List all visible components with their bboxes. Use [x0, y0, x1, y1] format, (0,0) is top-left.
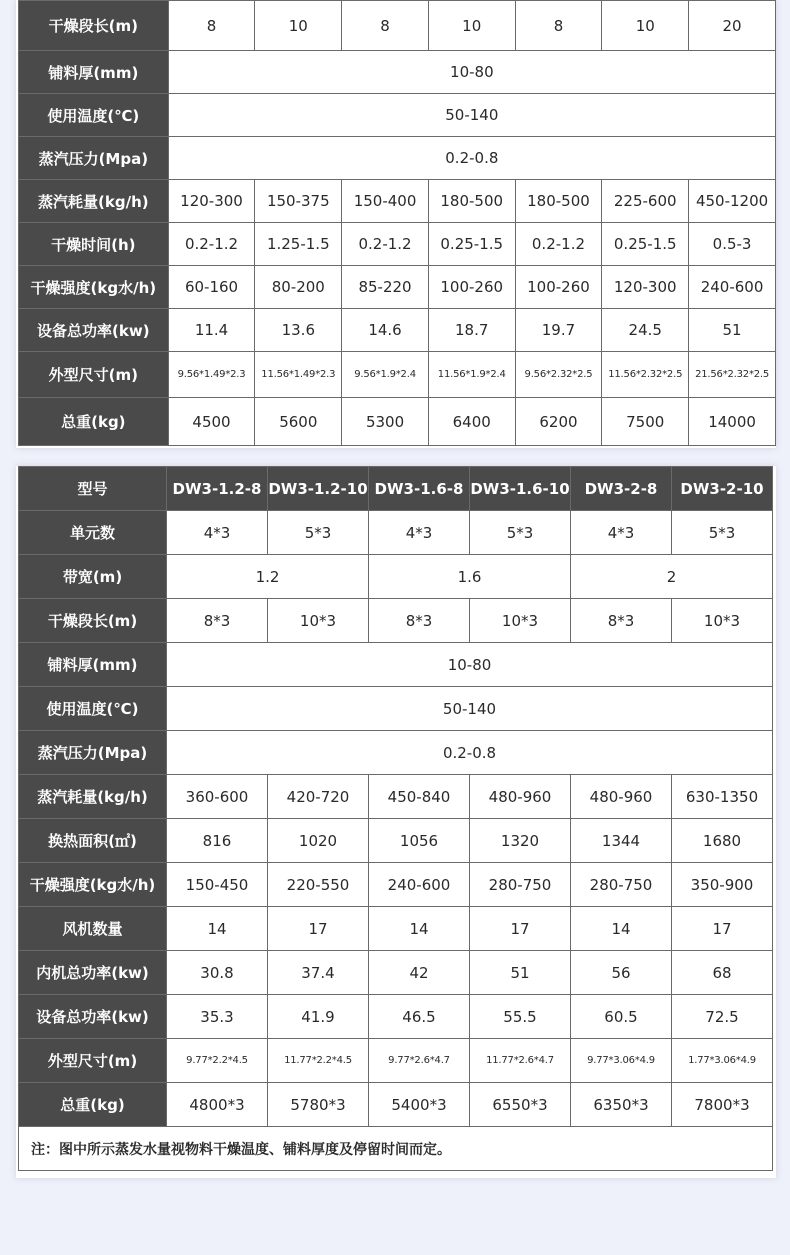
value-cell: 1.2 [167, 555, 369, 599]
spec-row [19, 599, 773, 643]
value-cell: 17 [672, 907, 773, 951]
value-cell: 11.77*2.6*4.7 [470, 1039, 571, 1083]
value-cell: 50-140 [168, 94, 775, 137]
value-cell: 1.6 [369, 555, 571, 599]
row-label: 带宽(m) [19, 555, 167, 599]
value-cell: 420-720 [268, 775, 369, 819]
row-label: 换热面积(㎡) [19, 819, 167, 863]
row-label: 风机数量 [19, 907, 167, 951]
value-cell: 8 [515, 1, 602, 51]
value-cell: 9.56*1.9*2.4 [342, 352, 429, 398]
value-cell: 80-200 [255, 266, 342, 309]
value-cell: 0.25-1.5 [428, 223, 515, 266]
value-cell: 30.8 [167, 951, 268, 995]
spec-row [19, 731, 773, 775]
spec-row [19, 775, 773, 819]
value-cell: 37.4 [268, 951, 369, 995]
value-cell: 180-500 [515, 180, 602, 223]
model-header-row [19, 467, 773, 511]
value-cell: 46.5 [369, 995, 470, 1039]
value-cell: 6400 [428, 398, 515, 446]
value-cell: 72.5 [672, 995, 773, 1039]
value-cell: 6350*3 [571, 1083, 672, 1127]
spec-row [19, 643, 773, 687]
value-cell: 51 [689, 309, 776, 352]
value-cell: 17 [470, 907, 571, 951]
row-label: 单元数 [19, 511, 167, 555]
value-cell: 0.25-1.5 [602, 223, 689, 266]
spec-table-1 [18, 0, 776, 446]
spec-row [19, 352, 776, 398]
value-cell: 2 [571, 555, 773, 599]
spec-row [19, 94, 776, 137]
spec-row [19, 863, 773, 907]
spec-table-2 [18, 466, 773, 1171]
spec-row [19, 511, 773, 555]
value-cell: 14000 [689, 398, 776, 446]
spec-row [19, 819, 773, 863]
value-cell: 180-500 [428, 180, 515, 223]
value-cell: 1320 [470, 819, 571, 863]
model-name: DW3-1.2-8 [167, 467, 268, 511]
value-cell: 18.7 [428, 309, 515, 352]
value-cell: 0.5-3 [689, 223, 776, 266]
value-cell: 4*3 [571, 511, 672, 555]
value-cell: 480-960 [571, 775, 672, 819]
spec-row [19, 1, 776, 51]
row-label: 干燥强度(kg水/h) [19, 266, 169, 309]
value-cell: 5300 [342, 398, 429, 446]
value-cell: 0.2-0.8 [167, 731, 773, 775]
value-cell: 56 [571, 951, 672, 995]
value-cell: 816 [167, 819, 268, 863]
model-name: DW3-2-10 [672, 467, 773, 511]
value-cell: 10-80 [167, 643, 773, 687]
row-label: 内机总功率(kw) [19, 951, 167, 995]
value-cell: 4*3 [369, 511, 470, 555]
value-cell: 21.56*2.32*2.5 [689, 352, 776, 398]
value-cell: 20 [689, 1, 776, 51]
value-cell: 35.3 [167, 995, 268, 1039]
value-cell: 5780*3 [268, 1083, 369, 1127]
value-cell: 450-1200 [689, 180, 776, 223]
value-cell: 14 [167, 907, 268, 951]
value-cell: 0.2-1.2 [515, 223, 602, 266]
spec-row [19, 223, 776, 266]
spec-row [19, 398, 776, 446]
spec-table-card-2 [16, 466, 776, 1178]
row-label: 铺料厚(mm) [19, 643, 167, 687]
row-label: 蒸汽耗量(kg/h) [19, 180, 169, 223]
value-cell: 7800*3 [672, 1083, 773, 1127]
value-cell: 1.25-1.5 [255, 223, 342, 266]
value-cell: 68 [672, 951, 773, 995]
spec-row [19, 309, 776, 352]
value-cell: 1056 [369, 819, 470, 863]
footnote: 注：图中所示蒸发水量视物料干燥温度、铺料厚度及停留时间而定。 [19, 1127, 773, 1171]
value-cell: 150-400 [342, 180, 429, 223]
value-cell: 1344 [571, 819, 672, 863]
spec-table-card-1 [16, 0, 776, 448]
value-cell: 225-600 [602, 180, 689, 223]
value-cell: 280-750 [470, 863, 571, 907]
value-cell: 11.56*1.9*2.4 [428, 352, 515, 398]
value-cell: 14 [369, 907, 470, 951]
value-cell: 6200 [515, 398, 602, 446]
value-cell: 100-260 [428, 266, 515, 309]
value-cell: 100-260 [515, 266, 602, 309]
value-cell: 5400*3 [369, 1083, 470, 1127]
value-cell: 9.77*2.2*4.5 [167, 1039, 268, 1083]
value-cell: 11.4 [168, 309, 255, 352]
value-cell: 9.77*3.06*4.9 [571, 1039, 672, 1083]
value-cell: 10 [428, 1, 515, 51]
row-label: 干燥时间(h) [19, 223, 169, 266]
value-cell: 10*3 [268, 599, 369, 643]
value-cell: 85-220 [342, 266, 429, 309]
value-cell: 8*3 [369, 599, 470, 643]
value-cell: 6550*3 [470, 1083, 571, 1127]
value-cell: 9.77*2.6*4.7 [369, 1039, 470, 1083]
value-cell: 1.77*3.06*4.9 [672, 1039, 773, 1083]
row-label: 干燥强度(kg水/h) [19, 863, 167, 907]
value-cell: 5*3 [672, 511, 773, 555]
value-cell: 17 [268, 907, 369, 951]
row-label: 蒸汽压力(Mpa) [19, 731, 167, 775]
value-cell: 10*3 [470, 599, 571, 643]
spec-row [19, 51, 776, 94]
value-cell: 50-140 [167, 687, 773, 731]
value-cell: 1020 [268, 819, 369, 863]
value-cell: 11.56*2.32*2.5 [602, 352, 689, 398]
spec-row [19, 266, 776, 309]
value-cell: 14.6 [342, 309, 429, 352]
row-label: 蒸汽压力(Mpa) [19, 137, 169, 180]
model-name: DW3-1.6-8 [369, 467, 470, 511]
value-cell: 5600 [255, 398, 342, 446]
spec-row [19, 137, 776, 180]
value-cell: 7500 [602, 398, 689, 446]
spec-row [19, 687, 773, 731]
value-cell: 41.9 [268, 995, 369, 1039]
value-cell: 11.77*2.2*4.5 [268, 1039, 369, 1083]
value-cell: 8 [342, 1, 429, 51]
value-cell: 480-960 [470, 775, 571, 819]
value-cell: 55.5 [470, 995, 571, 1039]
row-label: 使用温度(℃) [19, 687, 167, 731]
value-cell: 4*3 [167, 511, 268, 555]
value-cell: 60.5 [571, 995, 672, 1039]
model-header-label: 型号 [19, 467, 167, 511]
value-cell: 14 [571, 907, 672, 951]
value-cell: 10 [255, 1, 342, 51]
row-label: 总重(kg) [19, 1083, 167, 1127]
value-cell: 11.56*1.49*2.3 [255, 352, 342, 398]
spec-row [19, 995, 773, 1039]
value-cell: 120-300 [168, 180, 255, 223]
note-row [19, 1127, 773, 1171]
spec-row [19, 1083, 773, 1127]
model-name: DW3-2-8 [571, 467, 672, 511]
value-cell: 150-375 [255, 180, 342, 223]
value-cell: 9.56*1.49*2.3 [168, 352, 255, 398]
value-cell: 13.6 [255, 309, 342, 352]
value-cell: 42 [369, 951, 470, 995]
value-cell: 450-840 [369, 775, 470, 819]
value-cell: 240-600 [369, 863, 470, 907]
row-label: 使用温度(℃) [19, 94, 169, 137]
value-cell: 5*3 [470, 511, 571, 555]
spec-row [19, 907, 773, 951]
value-cell: 24.5 [602, 309, 689, 352]
row-label: 外型尺寸(m) [19, 1039, 167, 1083]
row-label: 设备总功率(kw) [19, 995, 167, 1039]
row-label: 干燥段长(m) [19, 1, 169, 51]
value-cell: 10-80 [168, 51, 775, 94]
spec-row [19, 180, 776, 223]
value-cell: 0.2-1.2 [168, 223, 255, 266]
model-name: DW3-1.2-10 [268, 467, 369, 511]
value-cell: 10*3 [672, 599, 773, 643]
value-cell: 630-1350 [672, 775, 773, 819]
row-label: 铺料厚(mm) [19, 51, 169, 94]
row-label: 总重(kg) [19, 398, 169, 446]
value-cell: 8 [168, 1, 255, 51]
value-cell: 60-160 [168, 266, 255, 309]
row-label: 设备总功率(kw) [19, 309, 169, 352]
value-cell: 150-450 [167, 863, 268, 907]
value-cell: 5*3 [268, 511, 369, 555]
spec-row [19, 555, 773, 599]
value-cell: 280-750 [571, 863, 672, 907]
value-cell: 0.2-1.2 [342, 223, 429, 266]
spec-row [19, 1039, 773, 1083]
value-cell: 19.7 [515, 309, 602, 352]
value-cell: 9.56*2.32*2.5 [515, 352, 602, 398]
value-cell: 350-900 [672, 863, 773, 907]
value-cell: 4800*3 [167, 1083, 268, 1127]
value-cell: 120-300 [602, 266, 689, 309]
value-cell: 51 [470, 951, 571, 995]
value-cell: 240-600 [689, 266, 776, 309]
value-cell: 220-550 [268, 863, 369, 907]
row-label: 蒸汽耗量(kg/h) [19, 775, 167, 819]
value-cell: 1680 [672, 819, 773, 863]
model-name: DW3-1.6-10 [470, 467, 571, 511]
value-cell: 0.2-0.8 [168, 137, 775, 180]
row-label: 外型尺寸(m) [19, 352, 169, 398]
spec-row [19, 951, 773, 995]
value-cell: 8*3 [167, 599, 268, 643]
row-label: 干燥段长(m) [19, 599, 167, 643]
value-cell: 10 [602, 1, 689, 51]
value-cell: 360-600 [167, 775, 268, 819]
value-cell: 8*3 [571, 599, 672, 643]
value-cell: 4500 [168, 398, 255, 446]
